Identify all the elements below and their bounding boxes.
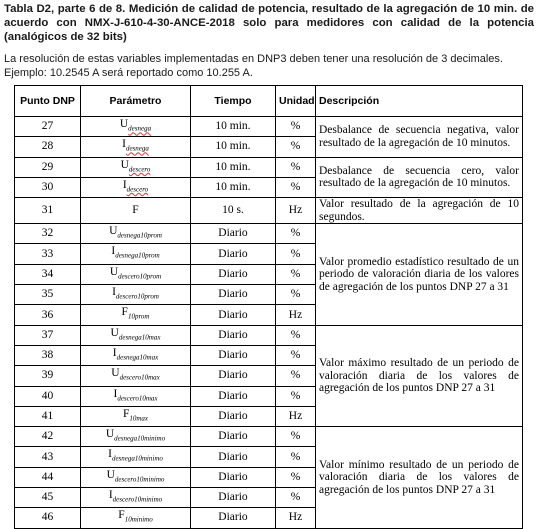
table-row [15,117,523,137]
cell-tiempo: Diario [191,488,276,508]
cell-punto-dnp: 34 [15,264,81,284]
parametro-subscript: descero10minimo [114,475,165,484]
parametro-subscript: desnega10max [118,332,161,341]
dnp-points-table [14,85,523,529]
cell-unidad: % [276,366,316,386]
cell-tiempo: 10 min. [191,117,276,137]
parametro-subscript: descero10max [117,393,158,402]
cell-parametro [81,137,191,157]
cell-unidad: % [276,224,316,244]
parametro-symbol: F [121,306,128,319]
parametro-subscript: 10minimo [124,515,153,524]
cell-parametro [81,427,191,447]
parametro-symbol: F [122,407,130,420]
cell-tiempo: Diario [191,447,276,467]
parametro-subscript: desnega10max [116,353,159,362]
parametro-symbol: I [111,245,116,258]
cell-punto-dnp: 42 [15,427,81,447]
parametro-subscript: descero10max [119,373,160,382]
cell-descripcion: Desbalance de secuencia negativa, valor resultado de la agregación de 10 minutos. [316,117,523,158]
cell-punto-dnp: 29 [15,157,81,177]
parametro-subscript: descero10prom [118,272,162,281]
cell-tiempo: Diario [191,508,276,528]
cell-parametro [81,386,191,406]
cell-punto-dnp: 41 [15,406,81,426]
parametro-subscript: descero [128,164,151,173]
cell-punto-dnp: 37 [15,325,81,345]
cell-unidad: % [276,488,316,508]
table-row [15,427,523,447]
cell-unidad: Hz [276,406,316,426]
cell-unidad: % [276,386,316,406]
parametro-subscript: 10max [129,414,149,423]
cell-punto-dnp: 46 [15,508,81,528]
cell-punto-dnp: 38 [15,345,81,365]
table-header-row [15,86,523,117]
parametro-symbol: I [108,448,112,461]
cell-punto-dnp: 30 [15,177,81,197]
cell-descripcion: Desbalance de secuencia cero, valor resultado de la agregación de 10 minutos. [316,157,523,198]
header-parametro: Parámetro [81,86,191,117]
cell-parametro [81,264,191,284]
parametro-symbol: U [106,468,115,481]
cell-tiempo: 10 min. [191,157,276,177]
cell-tiempo: Diario [191,305,276,325]
cell-parametro [81,305,191,325]
parametro-symbol: U [119,118,129,130]
cell-punto-dnp: 39 [15,366,81,386]
cell-parametro [81,177,191,197]
cell-parametro [81,447,191,467]
cell-unidad: % [276,177,316,197]
parametro-symbol: I [122,138,126,151]
cell-unidad: % [276,264,316,284]
cell-descripcion: Valor máximo resultado de un periodo de valoración diaria de los valores de agregación de los puntos DNP 27 a 31 [316,325,523,426]
cell-parametro [81,117,191,137]
cell-punto-dnp: 28 [15,137,81,157]
parametro-symbol: I [112,346,117,359]
cell-unidad: % [276,345,316,365]
cell-punto-dnp: 36 [15,305,81,325]
resolution-note: La resolución de estas variables implementadas en DNP3 deben tener una resolución de 3 decimales. Ejemplo: 10.2545 A será reportado como 10.255 A. [4,53,503,79]
cell-unidad: % [276,427,316,447]
cell-punto-dnp: 35 [15,285,81,305]
cell-tiempo: Diario [191,224,276,244]
cell-tiempo: Diario [191,406,276,426]
parametro-symbol: U [105,428,115,441]
cell-unidad: Hz [276,508,316,528]
cell-punto-dnp: 32 [15,224,81,244]
cell-tiempo: 10 s. [191,198,276,224]
cell-unidad: % [276,244,316,264]
cell-parametro [81,285,191,305]
table-row [15,224,523,244]
table-row [15,157,523,177]
cell-tiempo: 10 min. [191,137,276,157]
parametro-subscript: desnega10prom [117,231,162,240]
cell-parametro [81,488,191,508]
cell-descripcion: Valor mínimo resultado de un periodo de valoración diaria de los valores de agregación de los puntos DNP 27 a 31 [316,427,523,528]
parametro-subscript: desnega10prom [115,251,160,260]
parametro-subscript: desnega10minimo [114,434,166,443]
table-row [15,325,523,345]
cell-tiempo: Diario [191,386,276,406]
parametro-subscript: 10prom [127,312,150,321]
cell-unidad: % [276,137,316,157]
header-unidad: Unidad [276,86,316,117]
cell-parametro [81,157,191,177]
cell-unidad: Hz [276,198,316,224]
cell-tiempo: Diario [191,345,276,365]
cell-tiempo: Diario [191,427,276,447]
cell-punto-dnp: 31 [15,198,81,224]
parametro-symbol: F [118,509,125,522]
table-caption: Tabla D2, parte 6 de 8. Medición de calidad de potencia, resultado de la agregación de 10 min. de acuerdo con NMX-J-610-4-30-ANCE-2018 solo para medidores con calidad de la potencia (analógicos de 32 bits) [4,3,534,43]
header-punto-dnp: Punto DNP [15,86,81,117]
parametro-symbol: U [110,326,119,339]
cell-tiempo: Diario [191,264,276,284]
cell-unidad: % [276,447,316,467]
cell-punto-dnp: 44 [15,467,81,487]
cell-tiempo: Diario [191,325,276,345]
parametro-symbol: I [112,286,116,299]
parametro-symbol: I [122,178,127,191]
parametro-symbol: I [108,489,113,502]
parametro-subscript: descero10minimo [112,495,163,504]
cell-parametro [81,406,191,426]
header-tiempo: Tiempo [191,86,276,117]
cell-parametro [81,366,191,386]
cell-tiempo: Diario [191,285,276,305]
cell-parametro [81,224,191,244]
cell-tiempo: Diario [191,366,276,386]
cell-tiempo: Diario [191,467,276,487]
cell-unidad: % [276,325,316,345]
cell-unidad: Hz [276,305,316,325]
cell-unidad: % [276,467,316,487]
cell-descripcion: Valor promedio estadístico resultado de un periodo de valoración diaria de los valores de agregación de los puntos DNP 27 a 31 [316,224,523,325]
cell-punto-dnp: 40 [15,386,81,406]
cell-tiempo: Diario [191,244,276,264]
cell-unidad: % [276,285,316,305]
cell-punto-dnp: 33 [15,244,81,264]
parametro-symbol: U [120,158,129,171]
parametro-subscript: desnega [125,144,149,153]
parametro-subscript: desnega [128,124,152,133]
parametro-subscript: descero [126,185,149,194]
parametro-symbol: U [111,367,120,380]
cell-parametro [81,467,191,487]
cell-unidad: % [276,157,316,177]
cell-descripcion: Valor resultado de la agregación de 10 segundos. [316,198,523,224]
cell-parametro [81,345,191,365]
cell-unidad: % [276,117,316,137]
cell-punto-dnp: 27 [15,117,81,137]
cell-parametro [81,198,191,224]
cell-punto-dnp: 43 [15,447,81,467]
cell-parametro [81,325,191,345]
parametro-subscript: desnega10minimo [111,454,163,463]
parametro-symbol: I [113,387,118,400]
table-row [15,198,523,224]
header-descripcion: Descripción [316,86,523,117]
parametro-symbol: F [132,204,139,217]
cell-tiempo: 10 min. [191,177,276,197]
cell-punto-dnp: 45 [15,488,81,508]
cell-parametro [81,508,191,528]
parametro-symbol: U [109,265,119,278]
parametro-subscript: descero10prom [115,292,159,301]
parametro-symbol: U [109,225,118,238]
cell-parametro [81,244,191,264]
